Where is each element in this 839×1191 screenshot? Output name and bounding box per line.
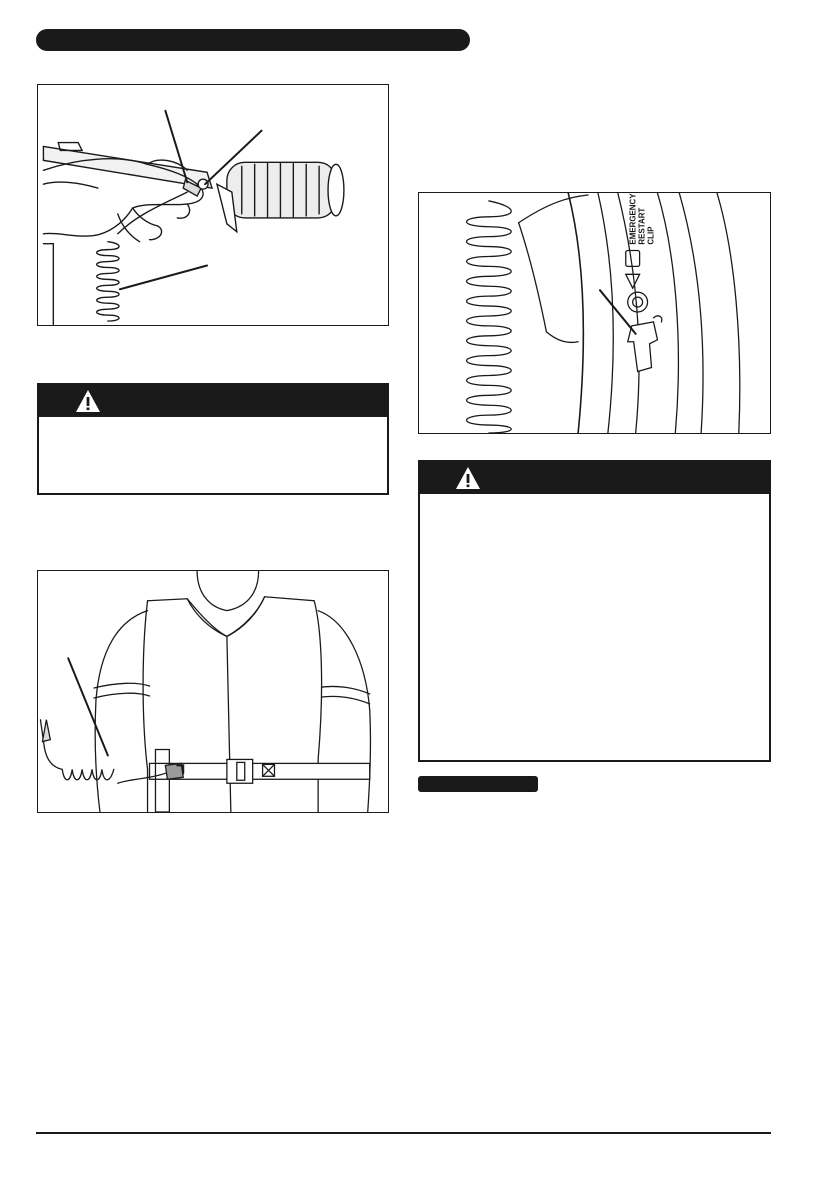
warning-triangle-icon xyxy=(455,466,481,490)
restart-clip-illustration xyxy=(419,193,770,433)
note-label-pill xyxy=(418,776,538,792)
warning-box-1-header xyxy=(39,385,387,417)
footer-rule xyxy=(36,1132,771,1134)
warning-box-2 xyxy=(418,460,771,762)
restart-clip-figure xyxy=(418,192,771,434)
warning-triangle-icon xyxy=(75,389,101,413)
life-vest-illustration xyxy=(38,571,388,812)
throttle-tether-illustration xyxy=(38,85,388,325)
restart-clip-label-line-2: RESTART xyxy=(637,207,647,245)
life-vest-figure xyxy=(37,570,389,813)
warning-box-1 xyxy=(37,383,389,495)
section-title-bar xyxy=(36,29,470,51)
restart-clip-label-line-1: EMERGENCY xyxy=(628,193,638,245)
restart-clip-label-line-3: CLIP xyxy=(646,226,656,245)
warning-box-2-header xyxy=(420,462,769,494)
throttle-tether-figure xyxy=(37,84,389,326)
